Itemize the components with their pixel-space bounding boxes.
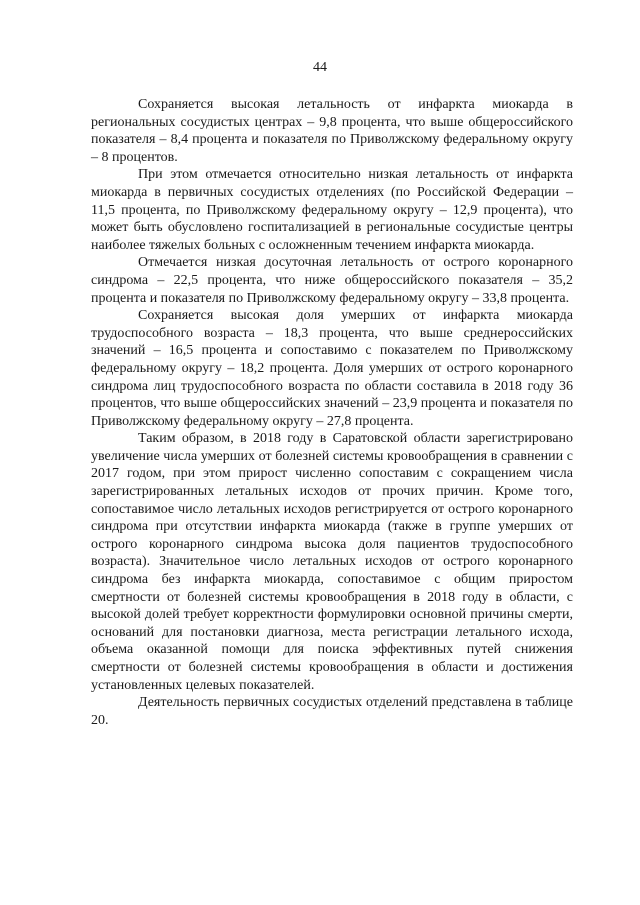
- paragraph: При этом отмечается относительно низкая летальность от инфаркта миокарда в первичных сосудистых отделениях (по Российской Федерации – 11,5 процента, по Приволжскому федеральному округу – 12,9 процента), что может быть обусловлено госпитализацией в региональные сосудистые центры наиболее тяжелых больных с осложненным течением инфаркта миокарда.: [91, 167, 573, 253]
- document-body: [91, 96, 573, 729]
- paragraph: Сохраняется высокая летальность от инфаркта миокарда в региональных сосудистых центрах – 9,8 процента, что выше общероссийского показателя – 8,4 процента и показателя по Приволжскому федеральному округу – 8 процентов.: [91, 97, 573, 165]
- paragraph: Отмечается низкая досуточная летальность от острого коронарного синдрома – 22,5 процента, что ниже общероссийского показателя – 35,2 процента и показателя по Приволжскому федеральному округу – 33,8 процента.: [91, 255, 573, 306]
- paragraph: Таким образом, в 2018 году в Саратовской области зарегистрировано увеличение числа умерших от болезней системы кровообращения в сравнении с 2017 годом, при этом прирост численно сопоставим с сокращением числа зарегистрированных летальных исходов от прочих причин. Кроме того, сопоставимое число летальных исходов регистрируется от острого коронарного синдрома при отсутствии инфаркта миокарда (также в группе умерших от острого коронарного синдрома высока доля пациентов трудоспособного возраста). Значительное число летальных исходов от острого коронарного синдрома без инфаркта миокарда, сопоставимое с общим приростом смертности от болезней системы кровообращения в 2018 году в области, с высокой долей требует корректности формулировки основной причины смерти, оснований для постановки диагноза, места регистрации летального исхода, объема оказанной помощи для поиска эффективных путей снижения смертности от болезней системы кровообращения в области и достижения установленных целевых показателей.: [91, 431, 573, 693]
- paragraph: Деятельность первичных сосудистых отделений представлена в таблице 20.: [91, 695, 573, 728]
- page-number: 44: [313, 60, 327, 75]
- paragraph: Сохраняется высокая доля умерших от инфаркта миокарда трудоспособного возраста – 18,3 процента, что выше среднероссийских значений – 16,5 процента и сопоставимо с показателем по Приволжскому федеральному округу – 18,2 процента. Доля умерших от острого коронарного синдрома лиц трудоспособного возраста по области составила в 2018 году 36 процентов, что выше общероссийских значений – 23,9 процента и показателя по Приволжскому федеральному округу – 27,8 процента.: [91, 308, 573, 429]
